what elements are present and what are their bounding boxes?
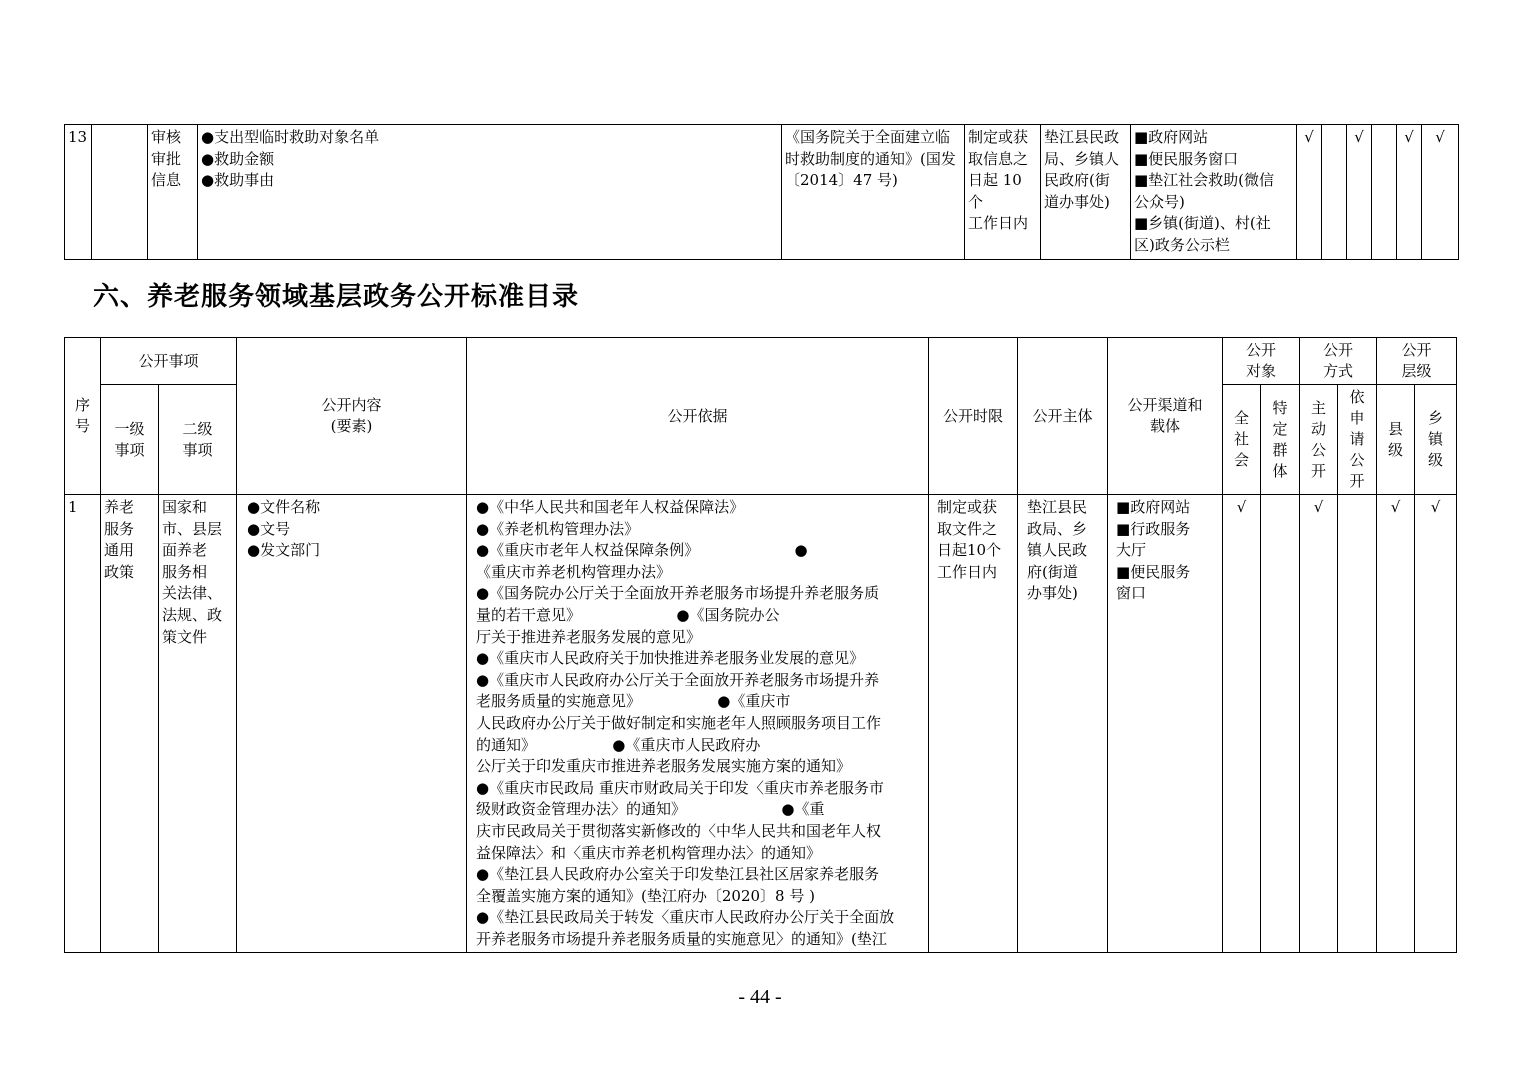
cell-line: 益保障法〉和〈重庆市养老机构管理办法〉的通知》 bbox=[476, 843, 822, 862]
header-township bbox=[1415, 385, 1457, 495]
cell-line: 《国务院关于全面建立临 bbox=[785, 128, 951, 146]
basis-cell bbox=[782, 125, 965, 260]
cell-line: ●《垫江县民政局关于转发〈重庆市人民政府办公厅关于全面放 bbox=[476, 908, 895, 927]
header-basis: 公开依据 bbox=[467, 338, 929, 495]
header-seq bbox=[65, 338, 101, 495]
cell-line: 养老 bbox=[104, 498, 135, 516]
cell-line: 〔2014〕47 号) bbox=[785, 171, 898, 190]
header-row bbox=[65, 338, 1457, 385]
cell-line: 道办事处) bbox=[1044, 192, 1110, 211]
cell-line: 取信息之 bbox=[968, 149, 1029, 168]
cell-line: 公 bbox=[1311, 440, 1327, 459]
header-level bbox=[1377, 338, 1457, 385]
level2-cell bbox=[148, 125, 198, 260]
time-limit-cell bbox=[929, 495, 1018, 953]
cell-line: 法规、政 bbox=[162, 605, 223, 624]
cell-line: ●文件名称 bbox=[247, 498, 321, 516]
cell-line: ●《重庆市民政局 重庆市财政局关于印发〈重庆市养老服务市 bbox=[476, 778, 884, 797]
cell-line: 制定或获 bbox=[968, 128, 1029, 146]
cell-line: 政策 bbox=[104, 562, 135, 581]
cell-line: 服务 bbox=[104, 519, 135, 538]
cell-line: 审批 bbox=[151, 149, 182, 168]
cell-line: 工作日内 bbox=[937, 562, 998, 581]
cell-line: 号 bbox=[74, 417, 90, 435]
cell-line: 日起 10 个 bbox=[968, 171, 1022, 211]
cell-line: ■便民服务窗口 bbox=[1134, 149, 1239, 168]
cell-line: 策文件 bbox=[162, 627, 208, 646]
level2-cell bbox=[159, 495, 237, 953]
page-number: - 44 - bbox=[738, 986, 782, 1008]
cell-line: ●救助事由 bbox=[201, 171, 275, 190]
cell-line: ●救助金额 bbox=[201, 149, 275, 168]
section-title: 六、养老服务领域基层政务公开标准目录 bbox=[93, 282, 580, 312]
subject-cell bbox=[1018, 495, 1108, 953]
cell-line: 量的若干意见》 ●《国务院办公 bbox=[476, 605, 780, 624]
header-level2 bbox=[159, 385, 237, 495]
cell-line: 序 bbox=[74, 396, 90, 414]
cell-line: 取文件之 bbox=[937, 519, 998, 538]
cell-line: 开 bbox=[1349, 472, 1365, 490]
cell-line: 公开 bbox=[1323, 341, 1354, 359]
header-method bbox=[1300, 338, 1377, 385]
catalog-table bbox=[64, 337, 1457, 953]
cell-line: 面养老 bbox=[162, 541, 208, 560]
mark-on-request bbox=[1338, 495, 1377, 953]
mark-whole-society: √ bbox=[1223, 495, 1261, 953]
header-channel bbox=[1108, 338, 1223, 495]
cell-line: 窗口 bbox=[1116, 584, 1147, 603]
cell-line: 请 bbox=[1349, 430, 1365, 448]
cell-line: 定 bbox=[1272, 419, 1288, 438]
level1-cell bbox=[92, 125, 148, 260]
header-specific-group bbox=[1261, 385, 1300, 495]
cell-line: 局、乡镇人 bbox=[1044, 149, 1120, 168]
header-subject: 公开主体 bbox=[1018, 338, 1108, 495]
cell-line: 制定或获 bbox=[937, 498, 998, 516]
mark-township: √ bbox=[1415, 495, 1457, 953]
cell-line: 庆市民政局关于贯彻落实新修改的〈中华人民共和国老年人权 bbox=[476, 821, 882, 840]
cell-line: 全 bbox=[1234, 409, 1250, 427]
header-content bbox=[237, 338, 467, 495]
previous-table bbox=[64, 124, 1459, 260]
cell-line: 对象 bbox=[1246, 362, 1277, 380]
cell-line: ●《垫江县人民政府办公室关于印发垫江县社区居家养老服务 bbox=[476, 865, 880, 884]
mark-county: √ bbox=[1397, 125, 1422, 260]
cell-line: 垫江县民 bbox=[1027, 498, 1088, 516]
cell-line: ■政府网站 bbox=[1134, 128, 1209, 146]
header-time-limit: 公开时限 bbox=[929, 338, 1018, 495]
cell-line: 载体 bbox=[1150, 417, 1181, 435]
cell-line: 关法律、 bbox=[162, 584, 223, 603]
basis-cell bbox=[467, 495, 929, 953]
cell-line: 全覆盖实施方案的通知》(垫江府办〔2020〕8 号 ) bbox=[476, 886, 815, 905]
subject-cell bbox=[1041, 125, 1131, 260]
cell-line: 二级 bbox=[182, 419, 213, 438]
mark-township: √ bbox=[1422, 125, 1459, 260]
cell-line: 社 bbox=[1234, 430, 1250, 448]
header-county bbox=[1377, 385, 1415, 495]
mark-whole-society: √ bbox=[1297, 125, 1322, 260]
cell-line: 垫江县民政 bbox=[1044, 128, 1120, 146]
cell-line: 体 bbox=[1272, 461, 1288, 480]
cell-line: 日起10个 bbox=[937, 541, 1002, 560]
mark-specific-group bbox=[1261, 495, 1300, 953]
cell-line: 通用 bbox=[104, 541, 135, 560]
cell-line: 依 bbox=[1349, 388, 1365, 406]
cell-line: 级财政资金管理办法〉的通知》 ●《重 bbox=[476, 800, 825, 819]
cell-line: ●《中华人民共和国老年人权益保障法》 bbox=[476, 498, 745, 516]
cell-line: ●《养老机构管理办法》 bbox=[476, 519, 640, 538]
cell-line: 信息 bbox=[151, 171, 182, 190]
cell-line: 级 bbox=[1428, 451, 1444, 469]
cell-line: ■政府网站 bbox=[1116, 498, 1191, 516]
cell-line: 公开 bbox=[1401, 341, 1432, 359]
seq-cell: 13 bbox=[65, 125, 92, 260]
header-active bbox=[1300, 385, 1338, 495]
header-whole-society bbox=[1223, 385, 1261, 495]
cell-line: 会 bbox=[1234, 451, 1250, 469]
cell-line: 工作日内 bbox=[968, 214, 1029, 233]
cell-line: 公开内容 bbox=[321, 396, 382, 414]
cell-line: 镇人民政 bbox=[1027, 541, 1088, 560]
cell-line: ●文号 bbox=[247, 519, 291, 538]
level1-cell bbox=[101, 495, 159, 953]
channel-cell bbox=[1108, 495, 1223, 953]
mark-active: √ bbox=[1300, 495, 1338, 953]
cell-line: 《重庆市养老机构管理办法》 bbox=[476, 562, 672, 581]
cell-line: 时救助制度的通知》(国发 bbox=[785, 149, 956, 168]
channel-cell bbox=[1131, 125, 1297, 260]
cell-line: 国家和 bbox=[162, 498, 208, 516]
cell-line: 群 bbox=[1272, 440, 1288, 459]
cell-line: 公众号) bbox=[1134, 192, 1185, 211]
mark-on-request bbox=[1372, 125, 1397, 260]
cell-line: 政局、乡 bbox=[1027, 519, 1088, 538]
cell-line: (要素) bbox=[330, 417, 373, 435]
cell-line: ●支出型临时救助对象名单 bbox=[201, 128, 380, 146]
cell-line: 的通知》 ●《重庆市人民政府办 bbox=[476, 735, 761, 754]
cell-line: 民政府(街 bbox=[1044, 171, 1110, 190]
cell-line: 公开 bbox=[1246, 341, 1277, 359]
cell-line: 办事处) bbox=[1027, 584, 1078, 603]
cell-line: ■乡镇(街道)、村(社 bbox=[1134, 214, 1271, 233]
cell-line: ■垫江社会救助(微信 bbox=[1134, 171, 1275, 190]
cell-line: ●《国务院办公厅关于全面放开养老服务市场提升养老服务质 bbox=[476, 584, 880, 603]
seq-cell: 1 bbox=[65, 495, 101, 953]
cell-line: ●发文部门 bbox=[247, 541, 321, 560]
cell-line: 镇 bbox=[1428, 430, 1444, 448]
cell-line: 特 bbox=[1272, 398, 1288, 417]
cell-line: ●《重庆市人民政府办公厅关于全面放开养老服务市场提升养 bbox=[476, 670, 880, 689]
cell-line: 开养老服务市场提升养老服务质量的实施意见〉的通知》(垫江 bbox=[476, 929, 887, 948]
cell-line: 主 bbox=[1311, 398, 1327, 417]
table-row bbox=[65, 495, 1457, 953]
cell-line: ■便民服务 bbox=[1116, 562, 1191, 581]
cell-line: 事项 bbox=[182, 440, 213, 459]
cell-line: 方式 bbox=[1323, 362, 1354, 380]
cell-line: 乡 bbox=[1428, 409, 1444, 427]
cell-line: 一级 bbox=[114, 419, 145, 438]
cell-line: 县 bbox=[1388, 419, 1404, 438]
cell-line: ●《重庆市人民政府关于加快推进养老服务业发展的意见》 bbox=[476, 649, 865, 668]
header-level1 bbox=[101, 385, 159, 495]
cell-line: 公 bbox=[1349, 451, 1365, 469]
time-limit-cell bbox=[965, 125, 1041, 260]
cell-line: 老服务质量的实施意见》 ●《重庆市 bbox=[476, 692, 791, 711]
cell-line: 区)政务公示栏 bbox=[1134, 235, 1230, 254]
cell-line: 人民政府办公厅关于做好制定和实施老年人照顾服务项目工作 bbox=[476, 713, 882, 732]
mark-active: √ bbox=[1347, 125, 1372, 260]
content-cell bbox=[198, 125, 782, 260]
cell-line: 府(街道 bbox=[1027, 562, 1078, 581]
cell-line: ■行政服务 bbox=[1116, 519, 1191, 538]
cell-line: 开 bbox=[1311, 461, 1327, 480]
cell-line: 厅关于推进养老服务发展的意见》 bbox=[476, 627, 702, 646]
cell-line: ●《重庆市老年人权益保障条例》 ● bbox=[476, 541, 808, 560]
cell-line: 申 bbox=[1349, 409, 1365, 427]
cell-line: 级 bbox=[1388, 440, 1404, 459]
cell-line: 审核 bbox=[151, 128, 182, 146]
cell-line: 公厅关于印发重庆市推进养老服务发展实施方案的通知》 bbox=[476, 757, 852, 776]
header-target bbox=[1223, 338, 1300, 385]
cell-line: 大厅 bbox=[1116, 541, 1147, 560]
header-on-request bbox=[1338, 385, 1377, 495]
cell-line: 公开渠道和 bbox=[1127, 396, 1203, 414]
cell-line: 层级 bbox=[1401, 362, 1432, 380]
header-public-items: 公开事项 bbox=[101, 338, 237, 385]
cell-line: 市、县层 bbox=[162, 519, 223, 538]
cell-line: 服务相 bbox=[162, 562, 208, 581]
cell-line: 动 bbox=[1311, 419, 1327, 438]
cell-line: 事项 bbox=[114, 440, 145, 459]
mark-county: √ bbox=[1377, 495, 1415, 953]
mark-specific-group bbox=[1322, 125, 1347, 260]
table-row bbox=[65, 125, 1459, 260]
content-cell bbox=[237, 495, 467, 953]
